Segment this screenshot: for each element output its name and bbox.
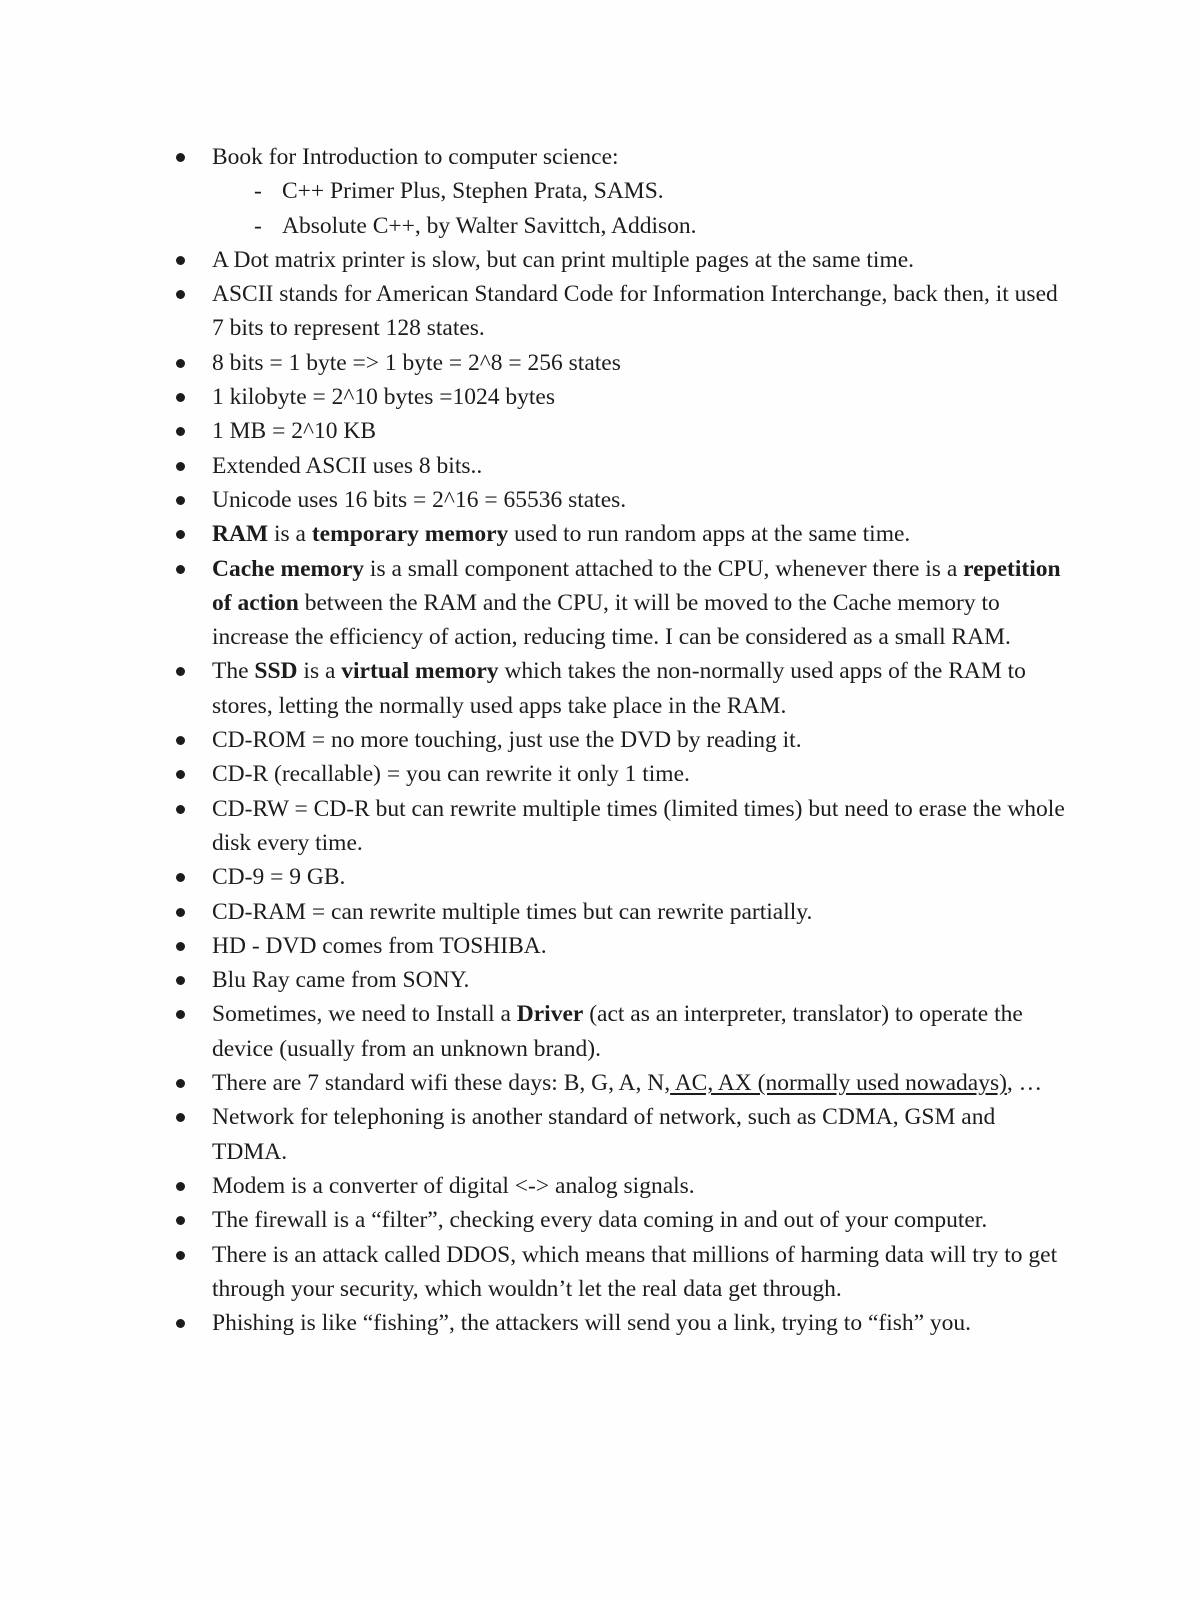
sub-list-item xyxy=(212,174,1072,208)
bullet-icon xyxy=(176,1182,185,1191)
list-item-text: Sometimes, we need to Install a xyxy=(212,1001,517,1028)
list-item xyxy=(172,895,1072,929)
list-item xyxy=(172,1203,1072,1237)
list-item-text: Blu Ray came from SONY. xyxy=(212,967,470,994)
list-item-text: CD-RW = CD-R but can rewrite multiple times (limited times) but need to erase the whole disk every time. xyxy=(212,795,1065,856)
bullet-icon xyxy=(176,565,185,574)
underlined-text: AC, AX (normally used nowadays) xyxy=(670,1070,1007,1097)
sub-list-item-text: C++ Primer Plus, Stephen Prata, SAMS. xyxy=(282,178,664,205)
bold-term: Driver xyxy=(516,1001,584,1028)
dash-bullet-icon: - xyxy=(254,212,262,239)
bullet-icon xyxy=(176,667,185,676)
list-item-text: The firewall is a “filter”, checking every data coming in and out of your computer. xyxy=(212,1207,988,1234)
list-item xyxy=(172,723,1072,757)
list-item-text: Unicode uses 16 bits = 2^16 = 65536 states. xyxy=(212,486,627,513)
list-item xyxy=(172,1169,1072,1203)
list-item-text: , … xyxy=(1006,1070,1043,1097)
bullet-icon xyxy=(176,427,185,436)
list-item xyxy=(172,963,1072,997)
list-item xyxy=(172,346,1072,380)
bold-term: SSD xyxy=(254,658,298,685)
list-item-text: HD - DVD comes from TOSHIBA. xyxy=(212,932,547,959)
list-item-ssd xyxy=(172,654,1072,723)
list-item-text: Extended ASCII uses 8 bits.. xyxy=(212,452,483,479)
list-item-text: Phishing is like “fishing”, the attackers will send you a link, trying to “fish” you. xyxy=(212,1310,972,1337)
bullet-icon xyxy=(176,908,185,917)
bullet-icon xyxy=(176,1216,185,1225)
list-item-ram xyxy=(172,517,1072,551)
list-item-text: CD-ROM = no more touching, just use the DVD by reading it. xyxy=(212,727,802,754)
bullet-icon xyxy=(176,393,185,402)
list-item xyxy=(172,414,1072,448)
list-item-text: is a small component attached to the CPU, whenever there is a xyxy=(364,555,964,582)
list-item xyxy=(172,860,1072,894)
list-item-text: A Dot matrix printer is slow, but can print multiple pages at the same time. xyxy=(212,246,915,273)
list-item-text: ASCII stands for American Standard Code for Information Interchange, back then, it used 7 bits to represent 128 states. xyxy=(212,281,1058,342)
bullet-icon xyxy=(176,1113,185,1122)
bold-term: virtual memory xyxy=(341,658,499,685)
list-item-text: used to run random apps at the same time. xyxy=(508,521,911,548)
bold-term: RAM xyxy=(212,521,269,548)
bullet-icon xyxy=(176,1010,185,1019)
bullet-icon xyxy=(176,290,185,299)
list-item-text: which takes the non-normally used apps of the RAM to stores, letting the normally used apps take place in the RAM. xyxy=(212,658,1026,719)
bullet-icon xyxy=(176,359,185,368)
list-item-books xyxy=(172,140,1072,243)
list-item-text: (act as an interpreter, translator) to operate the device (usually from an unknown brand). xyxy=(212,1001,1023,1062)
bullet-icon xyxy=(176,770,185,779)
list-item xyxy=(172,1238,1072,1307)
list-item xyxy=(172,757,1072,791)
list-item xyxy=(172,277,1072,346)
list-item xyxy=(172,929,1072,963)
bold-term: temporary memory xyxy=(311,521,509,548)
list-item-text: There are 7 standard wifi these days: B, G, A, N, xyxy=(212,1070,671,1097)
list-item-text: 8 bits = 1 byte => 1 byte = 2^8 = 256 states xyxy=(212,349,621,376)
bullet-icon xyxy=(176,805,185,814)
bullet-icon xyxy=(176,256,185,265)
list-item-text: Book for Introduction to computer science: xyxy=(212,144,619,170)
sub-list-item xyxy=(212,209,1072,243)
list-item xyxy=(172,243,1072,277)
list-item xyxy=(172,483,1072,517)
bullet-icon xyxy=(176,942,185,951)
bullet-icon xyxy=(176,462,185,471)
list-item-driver xyxy=(172,997,1072,1066)
bullet-icon xyxy=(176,530,185,539)
list-item-wifi xyxy=(172,1066,1072,1100)
list-item xyxy=(172,1100,1072,1169)
bold-term: Cache memory xyxy=(212,555,365,582)
bullet-icon xyxy=(176,153,185,162)
notes-list xyxy=(172,140,1072,1340)
list-item-text: CD-9 = 9 GB. xyxy=(212,864,346,891)
bullet-icon xyxy=(176,1319,185,1328)
bold-term: repetition of action xyxy=(212,555,1061,616)
list-item-text: 1 kilobyte = 2^10 bytes =1024 bytes xyxy=(212,384,556,411)
list-item-text: 1 MB = 2^10 KB xyxy=(212,418,376,445)
list-item xyxy=(172,380,1072,414)
sub-list-item-text: Absolute C++, by Walter Savittch, Addison. xyxy=(282,212,697,239)
dash-bullet-icon: - xyxy=(254,178,262,205)
list-item-text: is a xyxy=(268,521,312,548)
list-item-text: between the RAM and the CPU, it will be moved to the Cache memory to increase the efficiency of action, reducing time. I can be considered as a small RAM. xyxy=(212,589,1011,651)
list-item xyxy=(172,1306,1072,1340)
list-item xyxy=(172,449,1072,483)
bullet-icon xyxy=(176,1251,185,1260)
bullet-icon xyxy=(176,976,185,985)
list-item-text: CD-RAM = can rewrite multiple times but can rewrite partially. xyxy=(212,898,813,925)
list-item xyxy=(172,792,1072,861)
list-item-text: Network for telephoning is another standard of network, such as CDMA, GSM and TDMA. xyxy=(212,1104,996,1165)
list-item-text: There is an attack called DDOS, which means that millions of harming data will try to get through your security, which wouldn’t let the real data get through. xyxy=(212,1241,1058,1302)
bullet-icon xyxy=(176,1079,185,1088)
bullet-icon xyxy=(176,496,185,505)
bullet-icon xyxy=(176,873,185,882)
list-item-text: CD-R (recallable) = you can rewrite it only 1 time. xyxy=(212,761,690,788)
list-item-text: is a xyxy=(297,658,342,685)
bullet-icon xyxy=(176,736,185,745)
list-item-cache xyxy=(172,552,1072,655)
book-sub-list xyxy=(212,174,1072,243)
list-item-text: Modem is a converter of digital <-> analog signals. xyxy=(212,1172,695,1199)
list-item-text: The xyxy=(212,658,255,685)
